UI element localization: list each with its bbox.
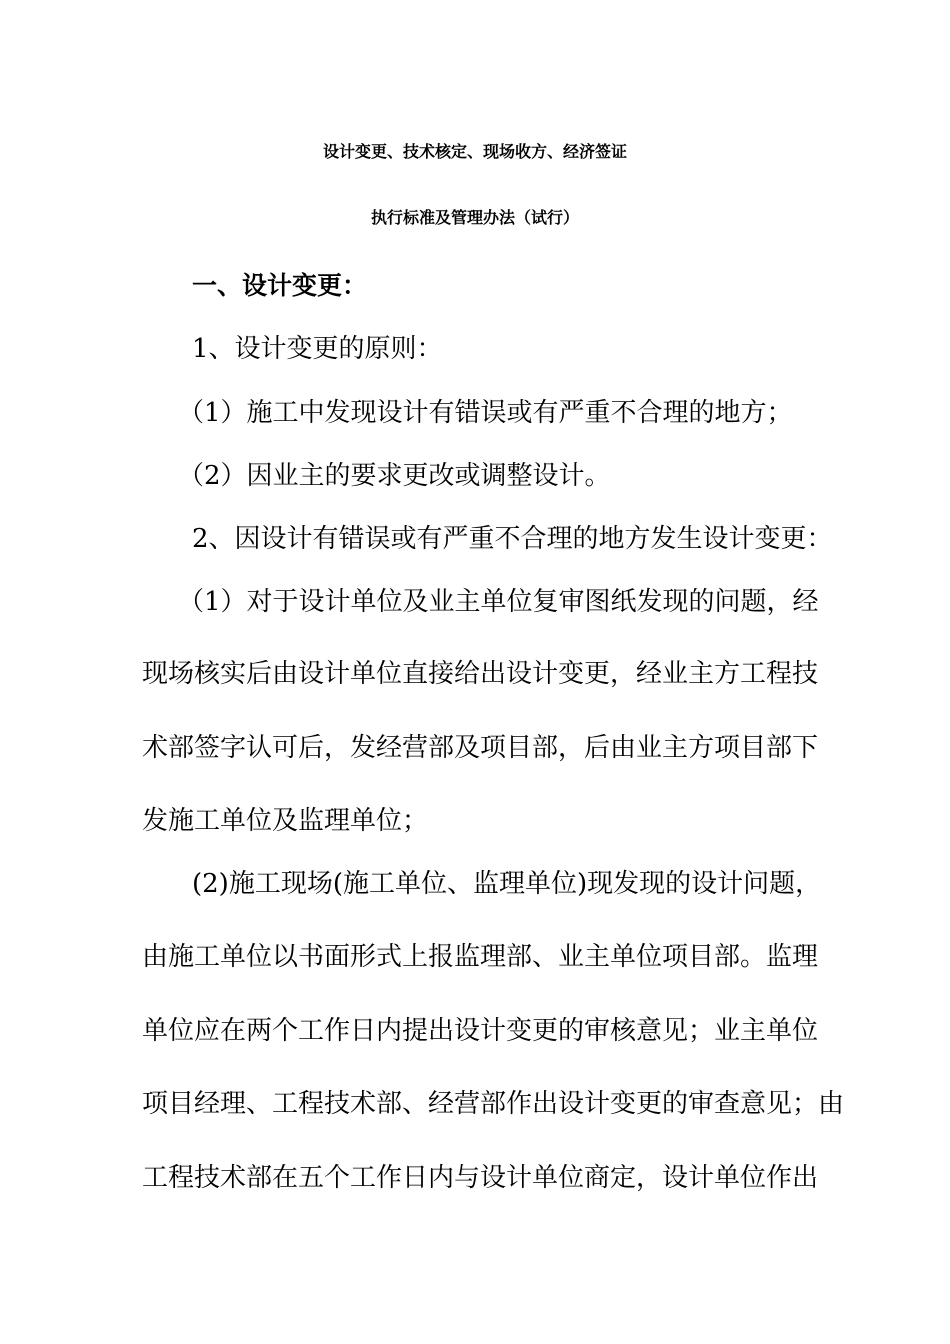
subsection-2-heading: 2、因设计有错误或有严重不合理的地方发生设计变更：	[192, 524, 833, 554]
paragraph-2-line-2: 由施工单位以书面形式上报监理部、业主单位项目部。监理	[142, 942, 819, 972]
section-heading: 一、设计变更：	[192, 271, 368, 300]
document-title-line-2: 执行标准及管理办法（试行）	[370, 208, 579, 227]
subsection-1-item-2: （2）因业主的要求更改或调整设计。	[178, 461, 611, 491]
paragraph-2-line-3: 单位应在两个工作日内提出设计变更的审核意见；业主单位	[142, 1016, 819, 1046]
subsection-1-item-1: （1）施工中发现设计有错误或有严重不合理的地方；	[178, 398, 793, 428]
paragraph-2-line-1: (2)施工现场(施工单位、监理单位)现发现的设计问题，	[192, 869, 822, 899]
document-title-line-1: 设计变更、技术核定、现场收方、经济签证	[322, 142, 627, 161]
paragraph-1-line-3: 术部签字认可后，发经营部及项目部，后由业主方项目部下	[142, 733, 819, 763]
paragraph-1-line-4: 发施工单位及监理单位；	[142, 806, 429, 836]
paragraph-1-line-2: 现场核实后由设计单位直接给出设计变更，经业主方工程技	[142, 659, 819, 689]
paragraph-1-line-1: （1）对于设计单位及业主单位复审图纸发现的问题，经	[178, 587, 819, 617]
paragraph-2-line-5: 工程技术部在五个工作日内与设计单位商定，设计单位作出	[142, 1163, 819, 1193]
paragraph-2-line-4: 项目经理、工程技术部、经营部作出设计变更的审查意见；由	[142, 1089, 845, 1119]
subsection-1-heading: 1、设计变更的原则：	[192, 334, 443, 364]
